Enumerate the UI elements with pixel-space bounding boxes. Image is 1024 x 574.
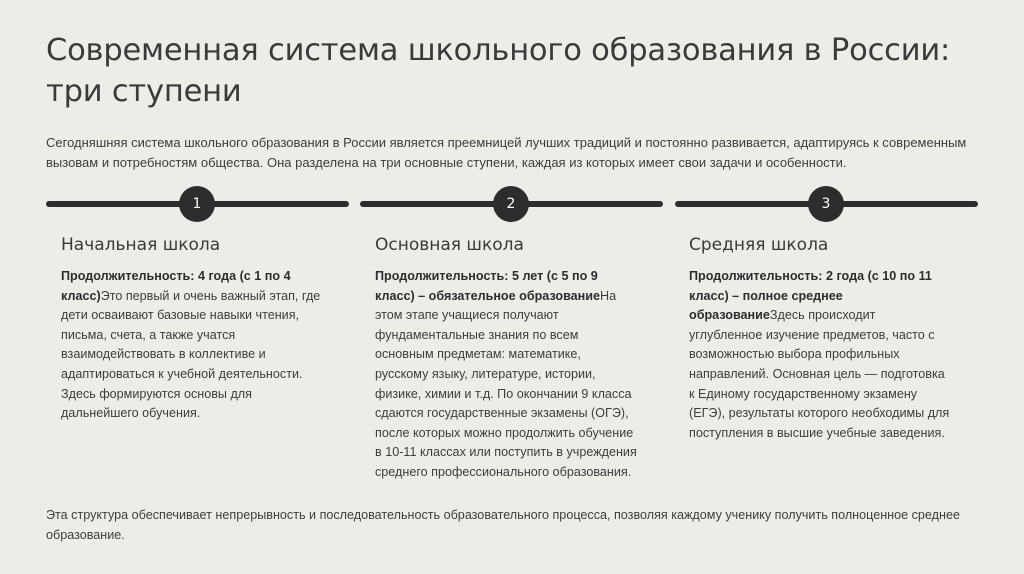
stage-text: На этом этапе учащиеся получают фундаментальные знания по всем основным предметам: математике, русскому языку, литературе, истории, физике, химии и т.д. По окончании 9 класса сдаются государственные экзамены (ОГЭ), после которых можно продолжить обучение в 10-11 классах или поступить в учреждения среднего профессионального образования. (375, 288, 637, 479)
step-number-badge: 2 (493, 186, 529, 222)
stage-column-basic (375, 233, 637, 483)
step-number-badge: 1 (179, 186, 215, 222)
stage-duration: Продолжительность: 5 лет (с 5 по 9 класс) – обязательное образование (375, 269, 601, 303)
stage-text: Здесь происходит углубленное изучение предметов, часто с возможностью выбора профильных направлений. Основная цель — подготовка к Единому государственному экзамену (ЕГЭ), результаты которого необходимы для поступления в высшие учебные заведения. (689, 308, 950, 440)
stage-duration: Продолжительность: 2 года (с 10 по 11 класс) – полное среднее образование (689, 269, 932, 323)
timeline-segment-2 (360, 186, 663, 222)
timeline-segment-3 (675, 186, 978, 222)
stage-description (689, 267, 951, 443)
step-number-badge: 3 (808, 186, 844, 222)
stage-heading: Начальная школа (61, 235, 221, 255)
stage-heading: Основная школа (375, 235, 524, 255)
stage-description (61, 267, 323, 424)
stage-column-primary (61, 233, 323, 424)
stage-description (375, 267, 637, 483)
footer-paragraph: Эта структура обеспечивает непрерывность и последовательность образовательного процесса, позволяя каждому ученику получить полноценное среднее образование. (46, 508, 960, 542)
stage-heading: Средняя школа (689, 235, 829, 255)
stage-text: Это первый и очень важный этап, где дети осваивают базовые навыки чтения, письма, счета, а также учатся взаимодействовать в коллективе и адаптироваться к учебной деятельности. Здесь формируются основы для дальнейшего обучения. (61, 288, 321, 421)
page-title: Современная система школьного образования в России: три ступени (46, 33, 951, 109)
intro-paragraph: Сегодняшняя система школьного образования в России является преемницей лучших традиций и постоянно развивается, адаптируясь к современным вызовам и потребностям общества. Она разделена на три основные ступени, каждая из которых имеет свои задачи и особенности. (46, 135, 967, 170)
stage-column-secondary (689, 233, 951, 443)
timeline-segment-1 (46, 186, 349, 222)
stage-duration: Продолжительность: 4 года (с 1 по 4 класс) (61, 269, 291, 303)
